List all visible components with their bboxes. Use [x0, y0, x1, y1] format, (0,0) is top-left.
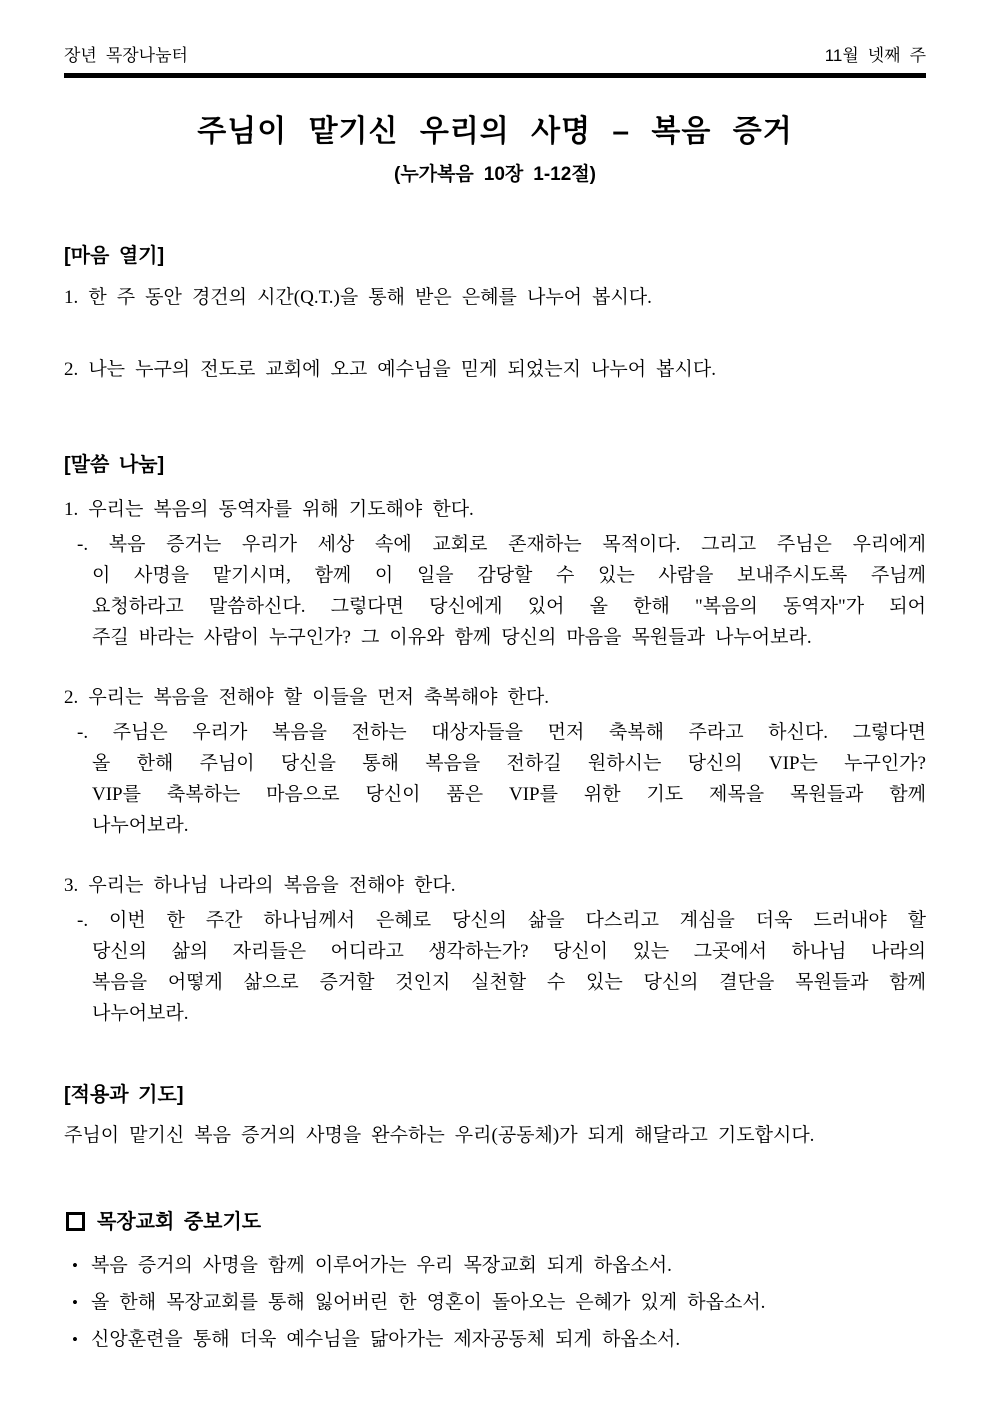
bullet-icon: •	[72, 1256, 78, 1276]
list-item	[72, 1253, 926, 1279]
point-title: 3. 우리는 하나님 나라의 복음을 전해야 한다.	[64, 874, 456, 896]
paragraph-line: 주길 바라는 사람이 누구인가? 그 이유와 함께 당신의 마음을 목원들과 나누어보라.	[92, 626, 812, 648]
paragraph-line: 복음을 어떻게 삶으로 증거할 것인지 실천할 수 있는 당신의 결단을 목원들과 함께	[92, 971, 926, 993]
section-application-prayer	[64, 1083, 926, 1150]
paragraph-line: 당신의 삶의 자리들은 어디라고 생각하는가? 당신이 있는 그곳에서 하나님 나라의	[92, 940, 926, 962]
intercession-heading-label: 목장교회 중보기도	[97, 1211, 262, 1234]
bullet-icon: •	[72, 1330, 78, 1350]
paragraph-line: 요청하라고 말씀하신다. 그렇다면 당신에게 있어 올 한해 "복음의 동역자"가 되어	[92, 595, 926, 617]
point-title: 1. 우리는 복음의 동역자를 위해 기도해야 한다.	[64, 498, 474, 520]
list-item	[72, 1290, 926, 1316]
point-paragraph	[64, 717, 926, 841]
section-heart-opening	[64, 244, 926, 383]
paragraph-line: 나누어보라.	[92, 1002, 189, 1024]
point-paragraph	[64, 529, 926, 653]
header-right-text: 11월 넷째 주	[824, 46, 926, 65]
paragraph-line: 이 사명을 맡기시며, 함께 이 일을 감당할 수 있는 사람을 보내주시도록 주님께	[92, 564, 926, 586]
intercession-list	[64, 1253, 926, 1353]
list-item: 2. 나는 누구의 전도로 교회에 오고 예수님을 믿게 되었는지 나누어 봅시다.	[64, 358, 716, 380]
list-item: 1. 한 주 동안 경건의 시간(Q.T.)을 통해 받은 은혜를 나누어 봅시다.	[64, 286, 652, 308]
point-title: 2. 우리는 복음을 전해야 할 이들을 먼저 축복해야 한다.	[64, 686, 549, 708]
intercession-item-text: 복음 증거의 사명을 함께 이루어가는 우리 목장교회 되게 하옵소서.	[91, 1255, 672, 1277]
word-sharing-point	[64, 685, 926, 841]
intercession-heading-row	[64, 1209, 926, 1235]
page-title: 주님이 맡기신 우리의 사명 – 복음 증거	[197, 115, 793, 148]
section-heading-heart-opening: [마음 열기]	[64, 245, 165, 267]
paragraph-line: -. 복음 증거는 우리가 세상 속에 교회로 존재하는 목적이다. 그리고 주님은 우리에게	[77, 533, 926, 555]
paragraph-line: -. 주님은 우리가 복음을 전하는 대상자들을 먼저 축복해 주라고 하신다. 그렇다면	[77, 721, 926, 743]
paragraph-line: VIP를 축복하는 마음으로 당신이 품은 VIP를 위한 기도 제목을 목원들과 함께	[92, 783, 927, 805]
point-paragraph	[64, 905, 926, 1029]
word-sharing-point	[64, 497, 926, 653]
intercession-item-text: 신앙훈련을 통해 더욱 예수님을 닮아가는 제자공동체 되게 하옵소서.	[91, 1329, 681, 1351]
paragraph-line: -. 이번 한 주간 하나님께서 은혜로 당신의 삶을 다스리고 계심을 더욱 드러내야 할	[77, 909, 926, 931]
section-heading-application-prayer: [적용과 기도]	[64, 1083, 184, 1106]
application-prayer-body: 주님이 맡기신 복음 증거의 사명을 완수하는 우리(공동체)가 되게 해달라고 기도합시다.	[64, 1125, 815, 1147]
page-header	[64, 46, 926, 66]
list-item	[72, 1327, 926, 1353]
section-intercession	[64, 1209, 926, 1353]
header-left-text: 장년 목장나눔터	[64, 46, 188, 65]
header-rule	[64, 73, 926, 78]
word-sharing-point	[64, 873, 926, 1029]
checkbox-icon	[66, 1212, 85, 1231]
section-heading-word-sharing: [말씀 나눔]	[64, 453, 165, 476]
paragraph-line: 올 한해 주님이 당신을 통해 복음을 전하길 원하시는 당신의 VIP는 누구인가?	[92, 752, 926, 774]
scripture-reference: (누가복음 10장 1-12절)	[394, 164, 596, 185]
bullet-icon: •	[72, 1293, 78, 1313]
intercession-item-text: 올 한해 목장교회를 통해 잃어버린 한 영혼이 돌아오는 은혜가 있게 하옵소서.	[91, 1292, 766, 1314]
paragraph-line: 나누어보라.	[92, 814, 189, 836]
section-word-sharing	[64, 453, 926, 1029]
